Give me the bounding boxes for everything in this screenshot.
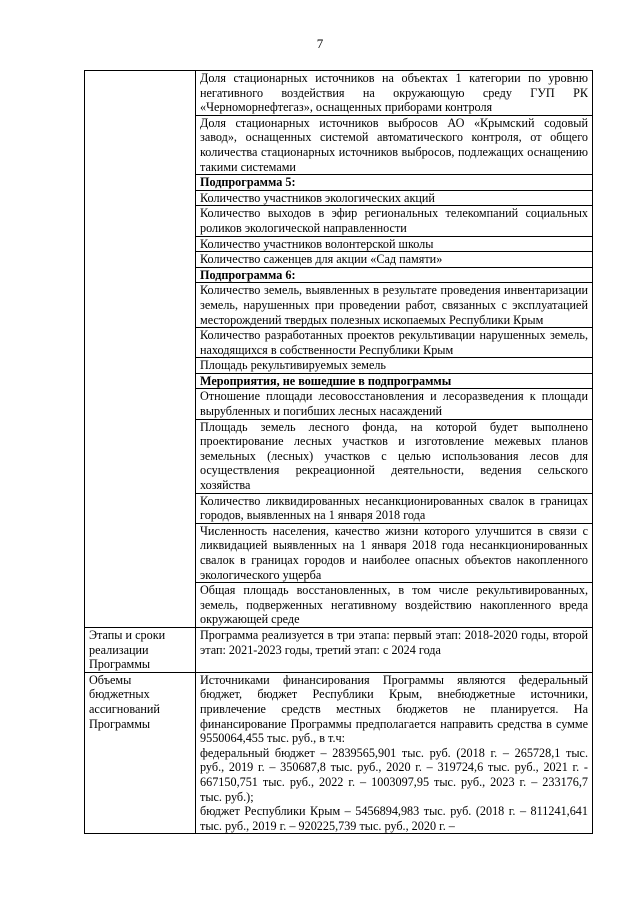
indicator-item: Количество разработанных проектов рекультивации нарушенных земель, находящихся в собственности Республики Крым	[196, 328, 593, 358]
indicator-item: Общая площадь восстановленных, в том числе рекультивированных, земель, подверженных негативному воздействию накопленного вреда окружающей среде	[196, 583, 593, 628]
indicator-item: Доля стационарных источников на объектах 1 категории по уровню негативного воздействия на окружающую среду ГУП РК «Черноморнефтегаз», оснащенных приборами контроля	[196, 71, 593, 116]
indicator-item: Количество земель, выявленных в результате проведения инвентаризации земель, нарушенных при проведении работ, связанных с эксплуатацией месторождений твердых полезных ископаемых Республики Крым	[196, 283, 593, 328]
budget-label: Объемы бюджетных ассигнований Программы	[85, 672, 196, 834]
table-row	[85, 71, 593, 116]
other-measures-heading: Мероприятия, не вошедшие в подпрограммы	[196, 373, 593, 389]
budget-text	[196, 672, 593, 834]
table-row	[85, 672, 593, 834]
table-row	[85, 627, 593, 672]
subprogram-5-heading: Подпрограмма 5:	[196, 175, 593, 191]
indicator-item: Количество саженцев для акции «Сад памяти»	[196, 252, 593, 268]
page-number: 7	[316, 36, 324, 51]
indicator-item: Количество участников волонтерской школы	[196, 236, 593, 252]
budget-paragraph: федеральный бюджет – 2839565,901 тыс. руб. (2018 г. – 265728,1 тыс. руб., 2019 г. – 350687,8 тыс. руб., 2020 г. – 319724,6 тыс. руб., 2021 г. - 667150,751 тыс. руб., 2022 г. – 1003097,95 тыс. руб., 2023 г. – 233176,7 тыс. руб.);	[200, 745, 588, 804]
indicator-item: Численность населения, качество жизни которого улучшится в связи с ликвидацией выявленных на 1 января 2018 года несанкционированных свалок в границах городов и наиболее опасных объектов накопленного экологического ущерба	[196, 523, 593, 582]
budget-paragraph: Источниками финансирования Программы являются федеральный бюджет, бюджет Республики Крым, внебюджетные источники, привлечение средств местных бюджетов не планируется. На финансирование Программы предполагается направить средства в сумме 9550064,455 тыс. руб., в т.ч:	[200, 672, 588, 746]
indicator-item: Доля стационарных источников выбросов АО «Крымский содовый завод», оснащенных системой автоматического контроля, от общего количества стационарных источников выбросов, подлежащих оснащению такими системами	[196, 115, 593, 174]
stages-label: Этапы и сроки реализации Программы	[85, 627, 196, 672]
indicator-item: Количество ликвидированных несанкционированных свалок в границах городов, выявленных на 1 января 2018 года	[196, 493, 593, 523]
indicator-item: Количество участников экологических акций	[196, 190, 593, 206]
stages-text: Программа реализуется в три этапа: первый этап: 2018-2020 годы, второй этап: 2021-2023 годы, третий этап: с 2024 года	[196, 627, 593, 672]
subprogram-6-heading: Подпрограмма 6:	[196, 267, 593, 283]
indicator-item: Отношение площади лесовосстановления и лесоразведения к площади вырубленных и погибших лесных насаждений	[196, 389, 593, 419]
indicators-label-cell	[85, 71, 196, 628]
indicator-item: Площадь земель лесного фонда, на которой будет выполнено проектирование лесных участков и изготовление межевых планов земельных (лесных) участков с целью использования лесов для осуществления рекреационной деятельности, ведения сельского хозяйства	[196, 419, 593, 493]
indicator-item: Площадь рекультивируемых земель	[196, 358, 593, 374]
program-passport-table	[84, 70, 593, 834]
budget-paragraph: бюджет Республики Крым – 5456894,983 тыс. руб. (2018 г. – 811241,641 тыс. руб., 2019 г. – 920225,739 тыс. руб., 2020 г. –	[200, 804, 588, 833]
indicator-item: Количество выходов в эфир региональных телекомпаний социальных роликов экологической направленности	[196, 206, 593, 236]
